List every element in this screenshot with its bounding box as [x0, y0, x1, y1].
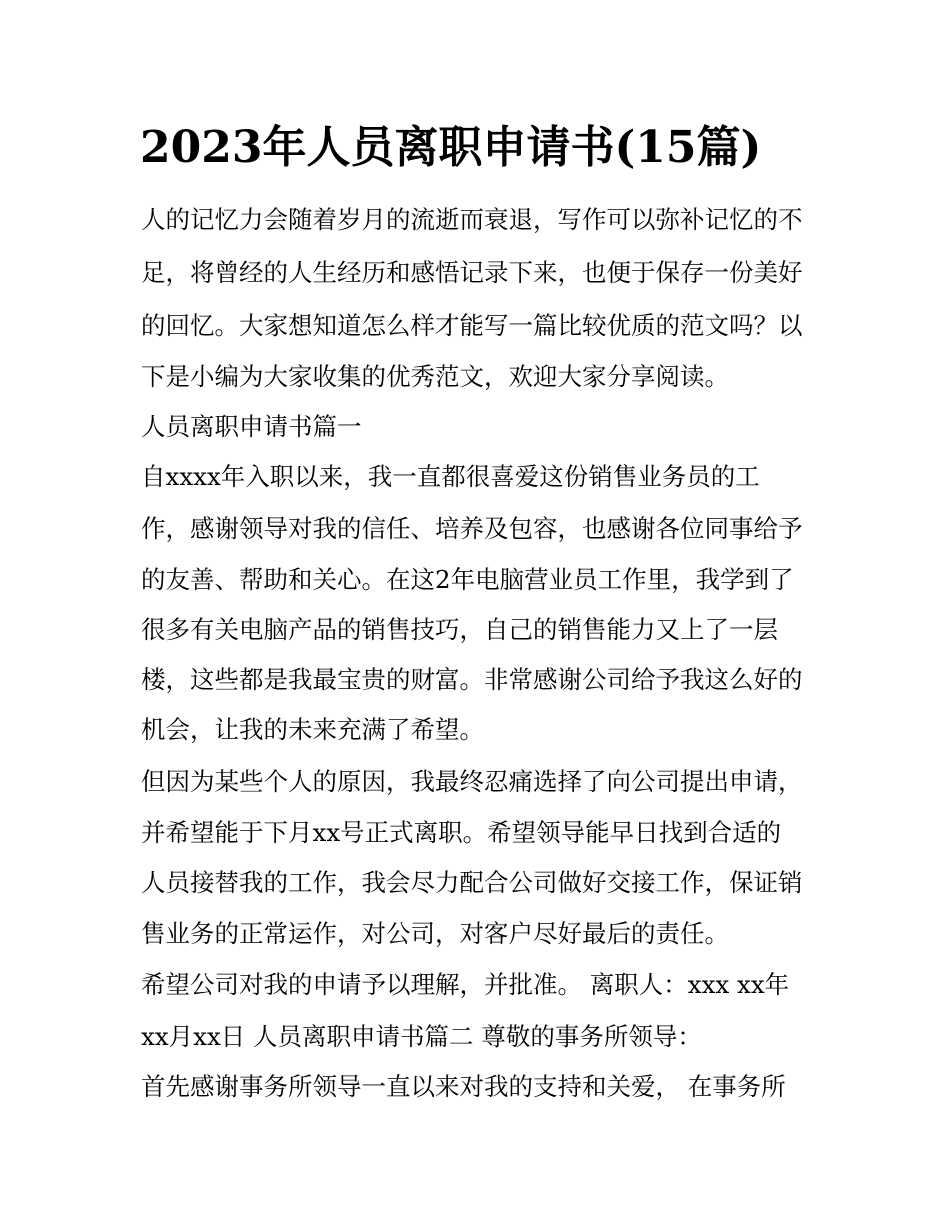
body-line: 作，感谢领导对我的信任、培养及包容，也感谢各位同事给予	[141, 514, 803, 543]
body-line: 足，将曾经的人生经历和感悟记录下来，也便于保存一份美好	[141, 258, 803, 287]
body-line: 机会，让我的未来充满了希望。	[141, 715, 484, 744]
body-line: 很多有关电脑产品的销售技巧，自己的销售能力又上了一层	[141, 615, 778, 644]
body-line: 下是小编为大家收集的优秀范文，欢迎大家分享阅读。	[141, 362, 729, 391]
body-line: 并希望能于下月xx号正式离职。希望领导能早日找到合适的	[141, 818, 782, 847]
body-line: 首先感谢事务所领导一直以来对我的支持和关爱， 在事务所	[141, 1072, 786, 1101]
body-line: 自xxxx年入职以来，我一直都很喜爱这份销售业务员的工	[141, 462, 760, 491]
body-line: 的友善、帮助和关心。在这2年电脑营业员工作里，我学到了	[141, 565, 794, 594]
body-line: 人的记忆力会随着岁月的流逝而衰退，写作可以弥补记忆的不	[141, 205, 803, 234]
body-line: xx月xx日 人员离职申请书篇二 尊敬的事务所领导：	[141, 1022, 702, 1051]
body-line: 的回忆。大家想知道怎么样才能写一篇比较优质的范文吗？以	[141, 311, 803, 340]
body-line: 但因为某些个人的原因，我最终忍痛选择了向公司提出申请，	[141, 767, 803, 796]
body-line: 人员接替我的工作，我会尽力配合公司做好交接工作，保证销	[141, 868, 803, 897]
document-title: 2023年人员离职申请书(15篇)	[140, 122, 762, 173]
body-line: 希望公司对我的申请予以理解，并批准。 离职人：xxx xx年	[141, 970, 790, 999]
body-line: 售业务的正常运作，对公司，对客户尽好最后的责任。	[141, 919, 729, 948]
section-heading: 人员离职申请书篇一	[141, 412, 362, 441]
body-line: 楼，这些都是我最宝贵的财富。非常感谢公司给予我这么好的	[141, 665, 803, 694]
